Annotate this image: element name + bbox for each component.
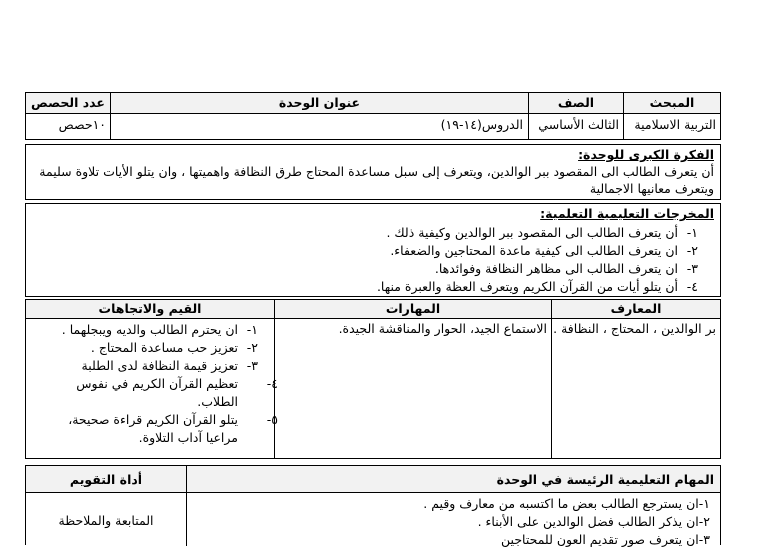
learning-outcomes-box: [25, 203, 721, 297]
task-item: ٣-ان يتعرف صور تقديم العون للمحتاجين: [501, 532, 710, 547]
values-list: [40, 321, 278, 447]
outcome-item: ٤-أن يتلو أيات من القرآن الكريم ويتعرف العظة والعبرة منها.: [376, 279, 698, 294]
periods-value: ١٠حصص: [58, 117, 106, 132]
knowledge-value: بر الوالدين ، المحتاج ، النظافة .: [553, 321, 716, 336]
unit-header-table: [25, 92, 721, 140]
outcome-item: ١-أن يتعرف الطالب الى المقصود ببر الوالدين وكيفية ذلك .: [386, 225, 698, 240]
subject-value: التربية الاسلامية: [634, 117, 716, 132]
tasks-list: [423, 495, 710, 549]
value-item: ٥-يتلو القرآن الكريم قراءة صحيحة، مراعيا آداب التلاوة.: [68, 412, 278, 445]
grade-value: الثالث الأساسي: [538, 117, 619, 132]
skills-value: الاستماع الجيد، الحوار والمناقشة الجيدة.: [338, 321, 547, 336]
outcome-item: ٢-ان يتعرف الطالب الى كيفية ماعدة المحتاجين والضعفاء.: [390, 243, 698, 258]
column-header-assessment: أداة التقويم: [69, 472, 143, 487]
column-header-unit-title: عنوان الوحدة: [278, 95, 361, 110]
knowledge-skills-values-table: [25, 299, 721, 459]
big-idea-text-line-2: ويتعرف معانيها الاجمالية: [589, 181, 714, 196]
value-item: ٤-تعظيم القرآن الكريم في نفوس الطلاب.: [76, 376, 278, 409]
column-header-values: القيم والاتجاهات: [98, 301, 202, 316]
big-idea-box: [25, 144, 721, 200]
assessment-value: المتابعة والملاحظة: [58, 513, 154, 528]
outcome-item: ٣-ان يتعرف الطالب الى مظاهر النظافة وفوائدها.: [434, 261, 698, 276]
value-item: ٢-تعزيز حب مساعدة المحتاج .: [90, 340, 258, 355]
value-item: ١-ان يحترم الطالب والديه ويبجلهما .: [61, 322, 258, 337]
tasks-table: [25, 465, 721, 545]
unit-title-value: الدروس(١٤-١٩): [440, 117, 523, 132]
column-header-grade: الصف: [557, 95, 595, 110]
column-header-skills: المهارات: [385, 301, 441, 316]
column-header-tasks: المهام التعليمية الرئيسة في الوحدة: [496, 472, 714, 487]
task-item: ١-ان يسترجع الطالب بعض ما اكتسبه من معارف وقيم .: [423, 496, 710, 511]
column-header-periods: عدد الحصص: [31, 95, 105, 110]
outcomes-heading: المخرجات التعليمية التعلمية:: [540, 206, 714, 221]
column-header-subject: المبحث: [649, 95, 695, 110]
big-idea-text-line-1: أن يتعرف الطالب الى المقصود ببر الوالدين، ويتعرف إلى سبل مساعدة المحتاج طرق النظافة واهميتها ، وان يتلو الأيات تلاوة سليمة: [39, 164, 714, 179]
column-header-knowledge: المعارف: [610, 301, 662, 316]
task-item: ٢-ان يذكر الطالب فضل الوالدين على الأبناء .: [477, 514, 710, 529]
outcomes-list: [377, 224, 698, 296]
value-item: ٣-تعزيز قيمة النظافة لدى الطلبة: [81, 358, 258, 373]
big-idea-heading: الفكرة الكبرى للوحدة:: [578, 147, 714, 162]
